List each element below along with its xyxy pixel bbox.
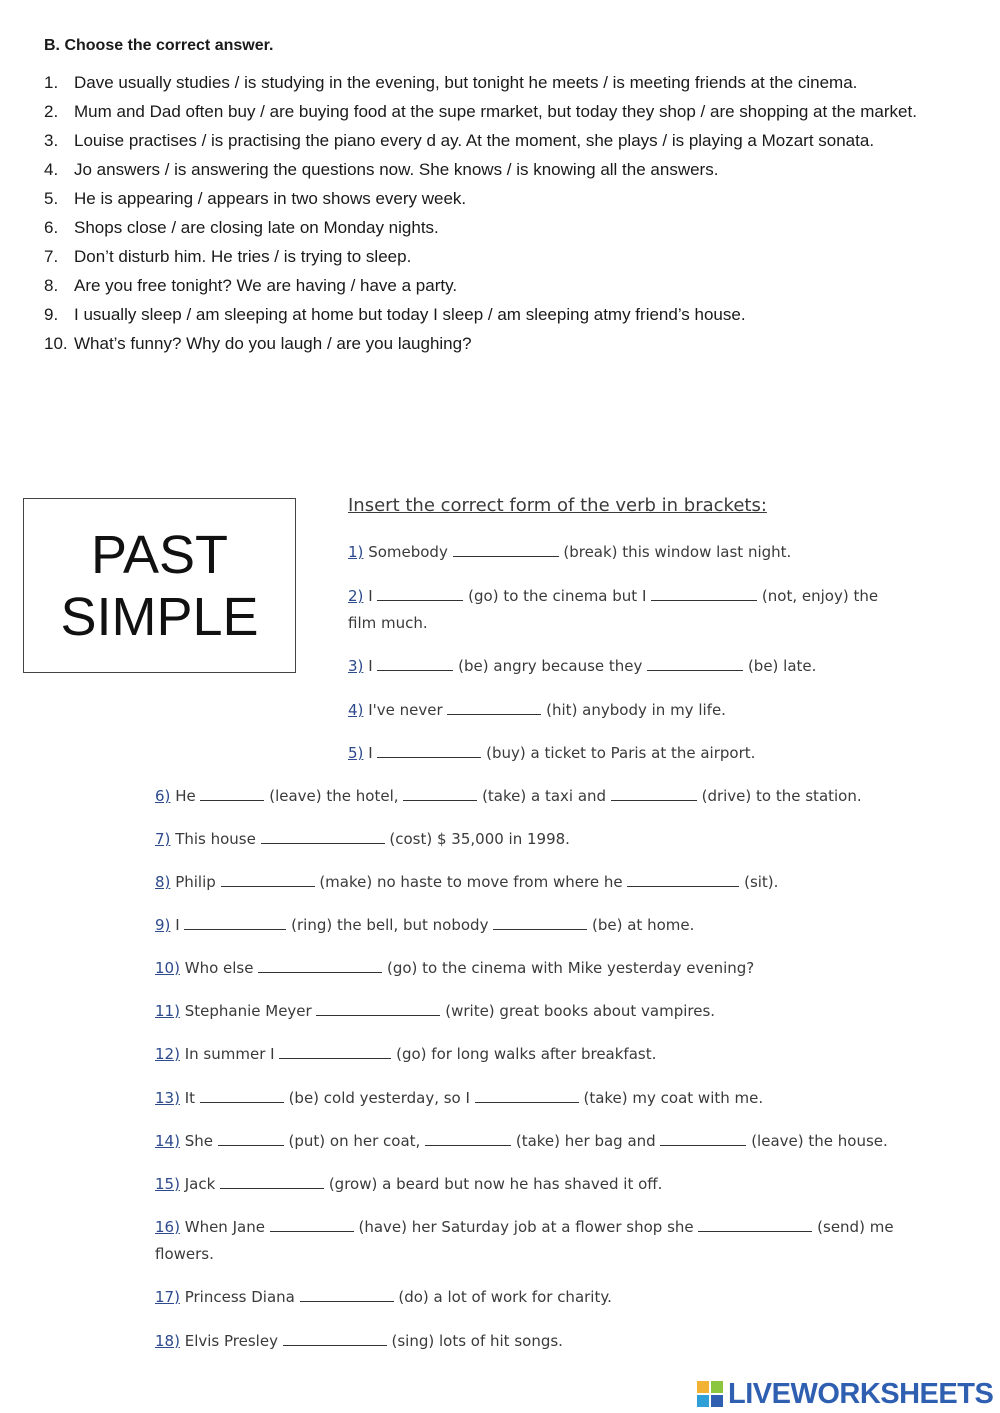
answer-blank[interactable] (270, 1217, 354, 1232)
past-simple-line-1: PAST (90, 524, 229, 585)
insert-verb-number: 12) (155, 1045, 180, 1063)
insert-verb-text: (be) cold yesterday, so I (283, 1089, 475, 1107)
insert-verb-text: It (184, 1089, 200, 1107)
insert-verb-text: (go) to the cinema with Mike yesterday evening? (382, 959, 755, 977)
choose-answer-item (44, 329, 944, 358)
insert-verb-text: This house (175, 830, 261, 848)
choose-answer-text: What’s funny? Why do you laugh / are you laughing? (74, 334, 472, 353)
section-b-title: B. Choose the correct answer. (44, 37, 274, 54)
insert-verb-number: 4) (348, 701, 364, 719)
choose-answer-item (44, 155, 944, 184)
answer-blank[interactable] (377, 586, 463, 601)
choose-answer-text: He is appearing / appears in two shows every week. (74, 189, 467, 208)
insert-verb-text: (have) her Saturday job at a flower shop she (353, 1218, 699, 1236)
insert-verb-item (348, 539, 908, 566)
insert-verb-text: (hit) anybody in my life. (541, 701, 726, 719)
answer-blank[interactable] (611, 786, 697, 801)
answer-blank[interactable] (200, 786, 264, 801)
answer-blank[interactable] (493, 915, 587, 930)
insert-verb-item (155, 912, 935, 939)
answer-blank[interactable] (651, 586, 757, 601)
choose-answer-list (44, 68, 944, 358)
insert-verb-number: 7) (155, 830, 171, 848)
answer-blank[interactable] (425, 1131, 511, 1146)
section-c-title: Insert the correct form of the verb in brackets: (348, 495, 767, 516)
insert-verb-number: 18) (155, 1332, 180, 1350)
insert-verb-text: (cost) $ 35,000 in 1998. (384, 830, 570, 848)
insert-verb-text: (send) me flowers. (155, 1218, 894, 1263)
insert-verb-text: (ring) the bell, but nobody (286, 916, 494, 934)
choose-answer-text: Jo answers / is answering the questions now. She knows / is knowing all the answers. (74, 160, 719, 179)
insert-verb-item (155, 826, 935, 853)
choose-answer-item (44, 68, 944, 97)
insert-verb-text: Jack (184, 1175, 221, 1193)
insert-verb-number: 10) (155, 959, 180, 977)
choose-answer-item (44, 97, 944, 126)
answer-blank[interactable] (447, 700, 541, 715)
answer-blank[interactable] (218, 1131, 284, 1146)
insert-verb-text: (go) for long walks after breakfast. (391, 1045, 657, 1063)
insert-verb-number: 11) (155, 1002, 180, 1020)
choose-answer-number: 1. (44, 73, 59, 92)
insert-verb-text: Philip (175, 873, 221, 891)
choose-answer-item (44, 126, 944, 155)
insert-verb-item (155, 783, 935, 810)
choose-answer-item (44, 300, 944, 329)
insert-verb-number: 3) (348, 657, 364, 675)
insert-verb-text: Somebody (368, 543, 453, 561)
insert-verb-number: 16) (155, 1218, 180, 1236)
insert-verb-text: Who else (184, 959, 259, 977)
insert-verb-item (348, 697, 908, 724)
insert-verb-item (155, 869, 935, 896)
insert-verb-text: I (368, 657, 378, 675)
insert-verb-text: (be) at home. (587, 916, 695, 934)
choose-answer-number: 6. (44, 218, 59, 237)
insert-verb-item (155, 1284, 935, 1311)
choose-answer-item (44, 213, 944, 242)
insert-verb-item (155, 1214, 895, 1268)
insert-verb-number: 9) (155, 916, 171, 934)
choose-answer-text: Louise practises / is practising the piano every d ay. At the moment, she plays / is playing a Mozart sonata. (74, 131, 875, 150)
insert-verb-text: (take) my coat with me. (578, 1089, 764, 1107)
answer-blank[interactable] (283, 1331, 387, 1346)
insert-verb-text: (sing) lots of hit songs. (386, 1332, 563, 1350)
answer-blank[interactable] (698, 1217, 812, 1232)
insert-verb-text: I (368, 587, 378, 605)
insert-verb-text: Stephanie Meyer (184, 1002, 317, 1020)
choose-answer-number: 2. (44, 102, 59, 121)
answer-blank[interactable] (279, 1044, 391, 1059)
insert-verb-number: 6) (155, 787, 171, 805)
insert-verb-text: (buy) a ticket to Paris at the airport. (481, 744, 756, 762)
answer-blank[interactable] (200, 1088, 284, 1103)
answer-blank[interactable] (377, 743, 481, 758)
insert-verb-text: When Jane (184, 1218, 270, 1236)
insert-verb-item (155, 1171, 935, 1198)
choose-answer-number: 3. (44, 131, 59, 150)
answer-blank[interactable] (647, 656, 743, 671)
insert-verb-item (348, 583, 908, 637)
answer-blank[interactable] (258, 958, 382, 973)
insert-verb-text: (go) to the cinema but I (463, 587, 652, 605)
insert-verb-text: I (175, 916, 185, 934)
insert-verb-number: 8) (155, 873, 171, 891)
insert-verb-number: 2) (348, 587, 364, 605)
insert-verb-text: (sit). (739, 873, 779, 891)
liveworksheets-logo (696, 1378, 993, 1410)
choose-answer-text: Don’t disturb him. He tries / is trying to sleep. (74, 247, 412, 266)
insert-verb-number: 1) (348, 543, 364, 561)
insert-verb-text: (not, enjoy) the film much. (348, 587, 879, 632)
insert-verb-item (348, 653, 908, 680)
answer-blank[interactable] (184, 915, 286, 930)
insert-verb-text: She (184, 1132, 218, 1150)
insert-verb-text: (drive) to the station. (696, 787, 862, 805)
answer-blank[interactable] (220, 1174, 324, 1189)
answer-blank[interactable] (316, 1001, 440, 1016)
answer-blank[interactable] (627, 872, 739, 887)
insert-verb-text: Princess Diana (184, 1288, 300, 1306)
choose-answer-number: 10. (44, 334, 68, 353)
insert-verb-text: (leave) the house. (746, 1132, 888, 1150)
choose-answer-number: 8. (44, 276, 59, 295)
insert-verb-item (155, 998, 935, 1025)
insert-verb-text: (grow) a beard but now he has shaved it off. (324, 1175, 663, 1193)
insert-verb-text: (leave) the hotel, (264, 787, 404, 805)
insert-verb-item (155, 1041, 935, 1068)
choose-answer-item (44, 242, 944, 271)
choose-answer-text: Are you free tonight? We are having / have a party. (74, 276, 458, 295)
insert-verb-item (155, 955, 935, 982)
choose-answer-number: 9. (44, 305, 59, 324)
insert-verb-text: (take) a taxi and (477, 787, 611, 805)
answer-blank[interactable] (403, 786, 477, 801)
insert-verb-number: 5) (348, 744, 364, 762)
choose-answer-number: 5. (44, 189, 59, 208)
liveworksheets-logo-text: LIVEWORKSHEETS (728, 1377, 994, 1410)
past-simple-line-2: SIMPLE (60, 586, 259, 647)
insert-verb-text: I (368, 744, 378, 762)
insert-verb-item (155, 1085, 935, 1112)
answer-blank[interactable] (475, 1088, 579, 1103)
insert-verb-text: (write) great books about vampires. (440, 1002, 716, 1020)
choose-answer-text: Mum and Dad often buy / are buying food at the supe rmarket, but today they shop / are shopping at the market. (74, 102, 917, 121)
insert-verb-number: 17) (155, 1288, 180, 1306)
insert-verb-text: (do) a lot of work for charity. (393, 1288, 612, 1306)
insert-verb-number: 14) (155, 1132, 180, 1150)
insert-verb-text: I've never (368, 701, 448, 719)
liveworksheets-logo-icon (696, 1380, 724, 1408)
answer-blank[interactable] (261, 829, 385, 844)
answer-blank[interactable] (377, 656, 453, 671)
insert-verb-number: 13) (155, 1089, 180, 1107)
answer-blank[interactable] (453, 542, 559, 557)
insert-verb-text: In summer I (184, 1045, 280, 1063)
insert-verb-item (155, 1328, 935, 1355)
insert-verb-text: (put) on her coat, (283, 1132, 426, 1150)
choose-answer-number: 4. (44, 160, 59, 179)
insert-verb-text: (make) no haste to move from where he (314, 873, 628, 891)
insert-verb-item (348, 740, 908, 767)
insert-verb-number: 15) (155, 1175, 180, 1193)
insert-verb-item (155, 1128, 935, 1155)
insert-verb-text: (take) her bag and (511, 1132, 661, 1150)
past-simple-box (23, 498, 296, 673)
choose-answer-item (44, 271, 944, 300)
answer-blank[interactable] (300, 1287, 394, 1302)
answer-blank[interactable] (221, 872, 315, 887)
choose-answer-text: Shops close / are closing late on Monday nights. (74, 218, 439, 237)
insert-verb-text: Elvis Presley (184, 1332, 283, 1350)
choose-answer-text: Dave usually studies / is studying in the evening, but tonight he meets / is meeting friends at the cinema. (74, 73, 858, 92)
answer-blank[interactable] (660, 1131, 746, 1146)
choose-answer-item (44, 184, 944, 213)
insert-verb-text: (be) late. (743, 657, 817, 675)
insert-verb-text: (break) this window last night. (558, 543, 792, 561)
insert-verb-text: He (175, 787, 201, 805)
choose-answer-text: I usually sleep / am sleeping at home but today I sleep / am sleeping atmy friend’s house. (74, 305, 746, 324)
insert-verb-text: (be) angry because they (453, 657, 648, 675)
choose-answer-section (44, 34, 944, 358)
choose-answer-number: 7. (44, 247, 59, 266)
